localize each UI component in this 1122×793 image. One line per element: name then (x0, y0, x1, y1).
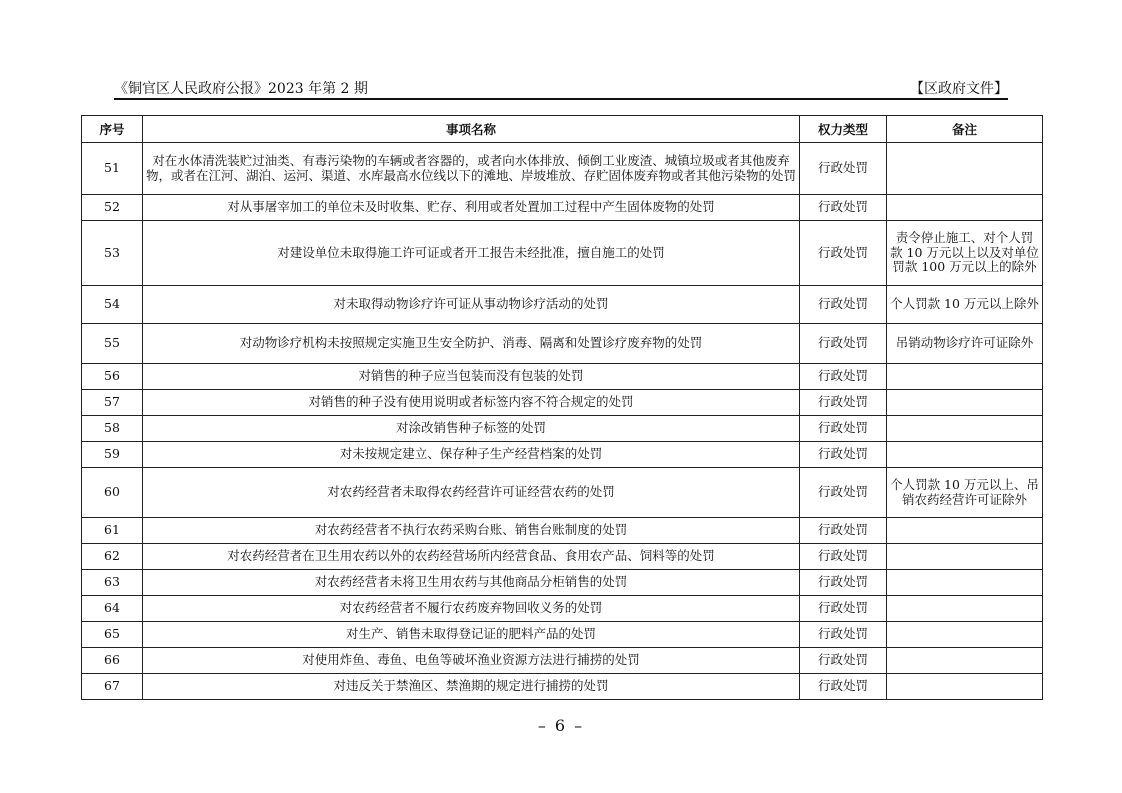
page-number: – 6 – (537, 716, 585, 735)
table-row (82, 324, 1043, 364)
table-row (82, 416, 1043, 442)
row-seq: 59 (82, 442, 143, 468)
row-seq: 65 (82, 622, 143, 648)
row-name: 对涂改销售种子标签的处罚 (143, 416, 800, 442)
row-seq: 56 (82, 364, 143, 390)
power-items-table (81, 115, 1043, 700)
row-note (887, 364, 1043, 390)
row-note: 个人罚款 10 万元以上除外 (887, 286, 1043, 324)
table-row (82, 221, 1043, 286)
table-row (82, 468, 1043, 518)
row-type: 行政处罚 (800, 221, 887, 286)
row-type: 行政处罚 (800, 286, 887, 324)
table-row (82, 143, 1043, 195)
row-note (887, 544, 1043, 570)
row-seq: 64 (82, 596, 143, 622)
row-note: 个人罚款 10 万元以上、吊销农药经营许可证除外 (887, 468, 1043, 518)
row-type: 行政处罚 (800, 468, 887, 518)
row-seq: 54 (82, 286, 143, 324)
table-row (82, 674, 1043, 700)
row-name: 对使用炸鱼、毒鱼、电鱼等破坏渔业资源方法进行捕捞的处罚 (143, 648, 800, 674)
table-row (82, 570, 1043, 596)
row-seq: 60 (82, 468, 143, 518)
row-note (887, 195, 1043, 221)
column-header-note: 备注 (887, 116, 1043, 143)
row-note (887, 622, 1043, 648)
column-header-seq: 序号 (82, 116, 143, 143)
row-note (887, 390, 1043, 416)
table-row (82, 390, 1043, 416)
table-row (82, 648, 1043, 674)
table-header-row (82, 116, 1043, 143)
column-header-name: 事项名称 (143, 116, 800, 143)
row-seq: 53 (82, 221, 143, 286)
row-seq: 55 (82, 324, 143, 364)
row-seq: 52 (82, 195, 143, 221)
row-type: 行政处罚 (800, 648, 887, 674)
table-row (82, 596, 1043, 622)
row-note (887, 416, 1043, 442)
row-note (887, 442, 1043, 468)
table-row (82, 518, 1043, 544)
row-note (887, 596, 1043, 622)
table-row (82, 622, 1043, 648)
row-type: 行政处罚 (800, 622, 887, 648)
row-seq: 62 (82, 544, 143, 570)
row-seq: 67 (82, 674, 143, 700)
row-type: 行政处罚 (800, 570, 887, 596)
row-name: 对从事屠宰加工的单位未及时收集、贮存、利用或者处置加工过程中产生固体废物的处罚 (143, 195, 800, 221)
header-divider (114, 98, 1008, 100)
row-seq: 66 (82, 648, 143, 674)
row-type: 行政处罚 (800, 416, 887, 442)
row-seq: 61 (82, 518, 143, 544)
row-type: 行政处罚 (800, 324, 887, 364)
table-row (82, 286, 1043, 324)
row-seq: 58 (82, 416, 143, 442)
row-name: 对生产、销售未取得登记证的肥料产品的处罚 (143, 622, 800, 648)
row-note (887, 570, 1043, 596)
table-row (82, 442, 1043, 468)
row-name: 对未取得动物诊疗许可证从事动物诊疗活动的处罚 (143, 286, 800, 324)
column-header-type: 权力类型 (800, 116, 887, 143)
row-type: 行政处罚 (800, 596, 887, 622)
row-name: 对农药经营者不履行农药废弃物回收义务的处罚 (143, 596, 800, 622)
row-type: 行政处罚 (800, 390, 887, 416)
table-row (82, 195, 1043, 221)
row-seq: 57 (82, 390, 143, 416)
row-type: 行政处罚 (800, 195, 887, 221)
row-note (887, 674, 1043, 700)
row-note: 责令停止施工、对个人罚款 10 万元以上以及对单位罚款 100 万元以上的除外 (887, 221, 1043, 286)
row-type: 行政处罚 (800, 674, 887, 700)
row-seq: 51 (82, 143, 143, 195)
row-type: 行政处罚 (800, 442, 887, 468)
row-name: 对销售的种子没有使用说明或者标签内容不符合规定的处罚 (143, 390, 800, 416)
row-type: 行政处罚 (800, 518, 887, 544)
row-name: 对建设单位未取得施工许可证或者开工报告未经批准，擅自施工的处罚 (143, 221, 800, 286)
row-note (887, 648, 1043, 674)
table-row (82, 364, 1043, 390)
row-name: 对未按规定建立、保存种子生产经营档案的处罚 (143, 442, 800, 468)
row-type: 行政处罚 (800, 364, 887, 390)
bulletin-title: 《铜官区人民政府公报》2023 年第 2 期 (114, 81, 368, 97)
row-seq: 63 (82, 570, 143, 596)
row-name: 对农药经营者未取得农药经营许可证经营农药的处罚 (143, 468, 800, 518)
row-name: 对在水体清洗装贮过油类、有毒污染物的车辆或者容器的，或者向水体排放、倾倒工业废渣、城镇垃圾或者其他废弃物，或者在江河、湖泊、运河、渠道、水库最高水位线以下的滩地、岸坡堆放、存贮固体废弃物或者其他污染物的处罚 (143, 143, 800, 195)
row-name: 对动物诊疗机构未按照规定实施卫生安全防护、消毒、隔离和处置诊疗废弃物的处罚 (143, 324, 800, 364)
row-name: 对农药经营者未将卫生用农药与其他商品分柜销售的处罚 (143, 570, 800, 596)
row-name: 对违反关于禁渔区、禁渔期的规定进行捕捞的处罚 (143, 674, 800, 700)
row-name: 对农药经营者不执行农药采购台账、销售台账制度的处罚 (143, 518, 800, 544)
row-note (887, 518, 1043, 544)
section-label: 【区政府文件】 (910, 81, 1008, 97)
row-name: 对农药经营者在卫生用农药以外的农药经营场所内经营食品、食用农产品、饲料等的处罚 (143, 544, 800, 570)
row-note: 吊销动物诊疗许可证除外 (887, 324, 1043, 364)
row-note (887, 143, 1043, 195)
table-row (82, 544, 1043, 570)
row-type: 行政处罚 (800, 143, 887, 195)
row-type: 行政处罚 (800, 544, 887, 570)
row-name: 对销售的种子应当包装而没有包装的处罚 (143, 364, 800, 390)
